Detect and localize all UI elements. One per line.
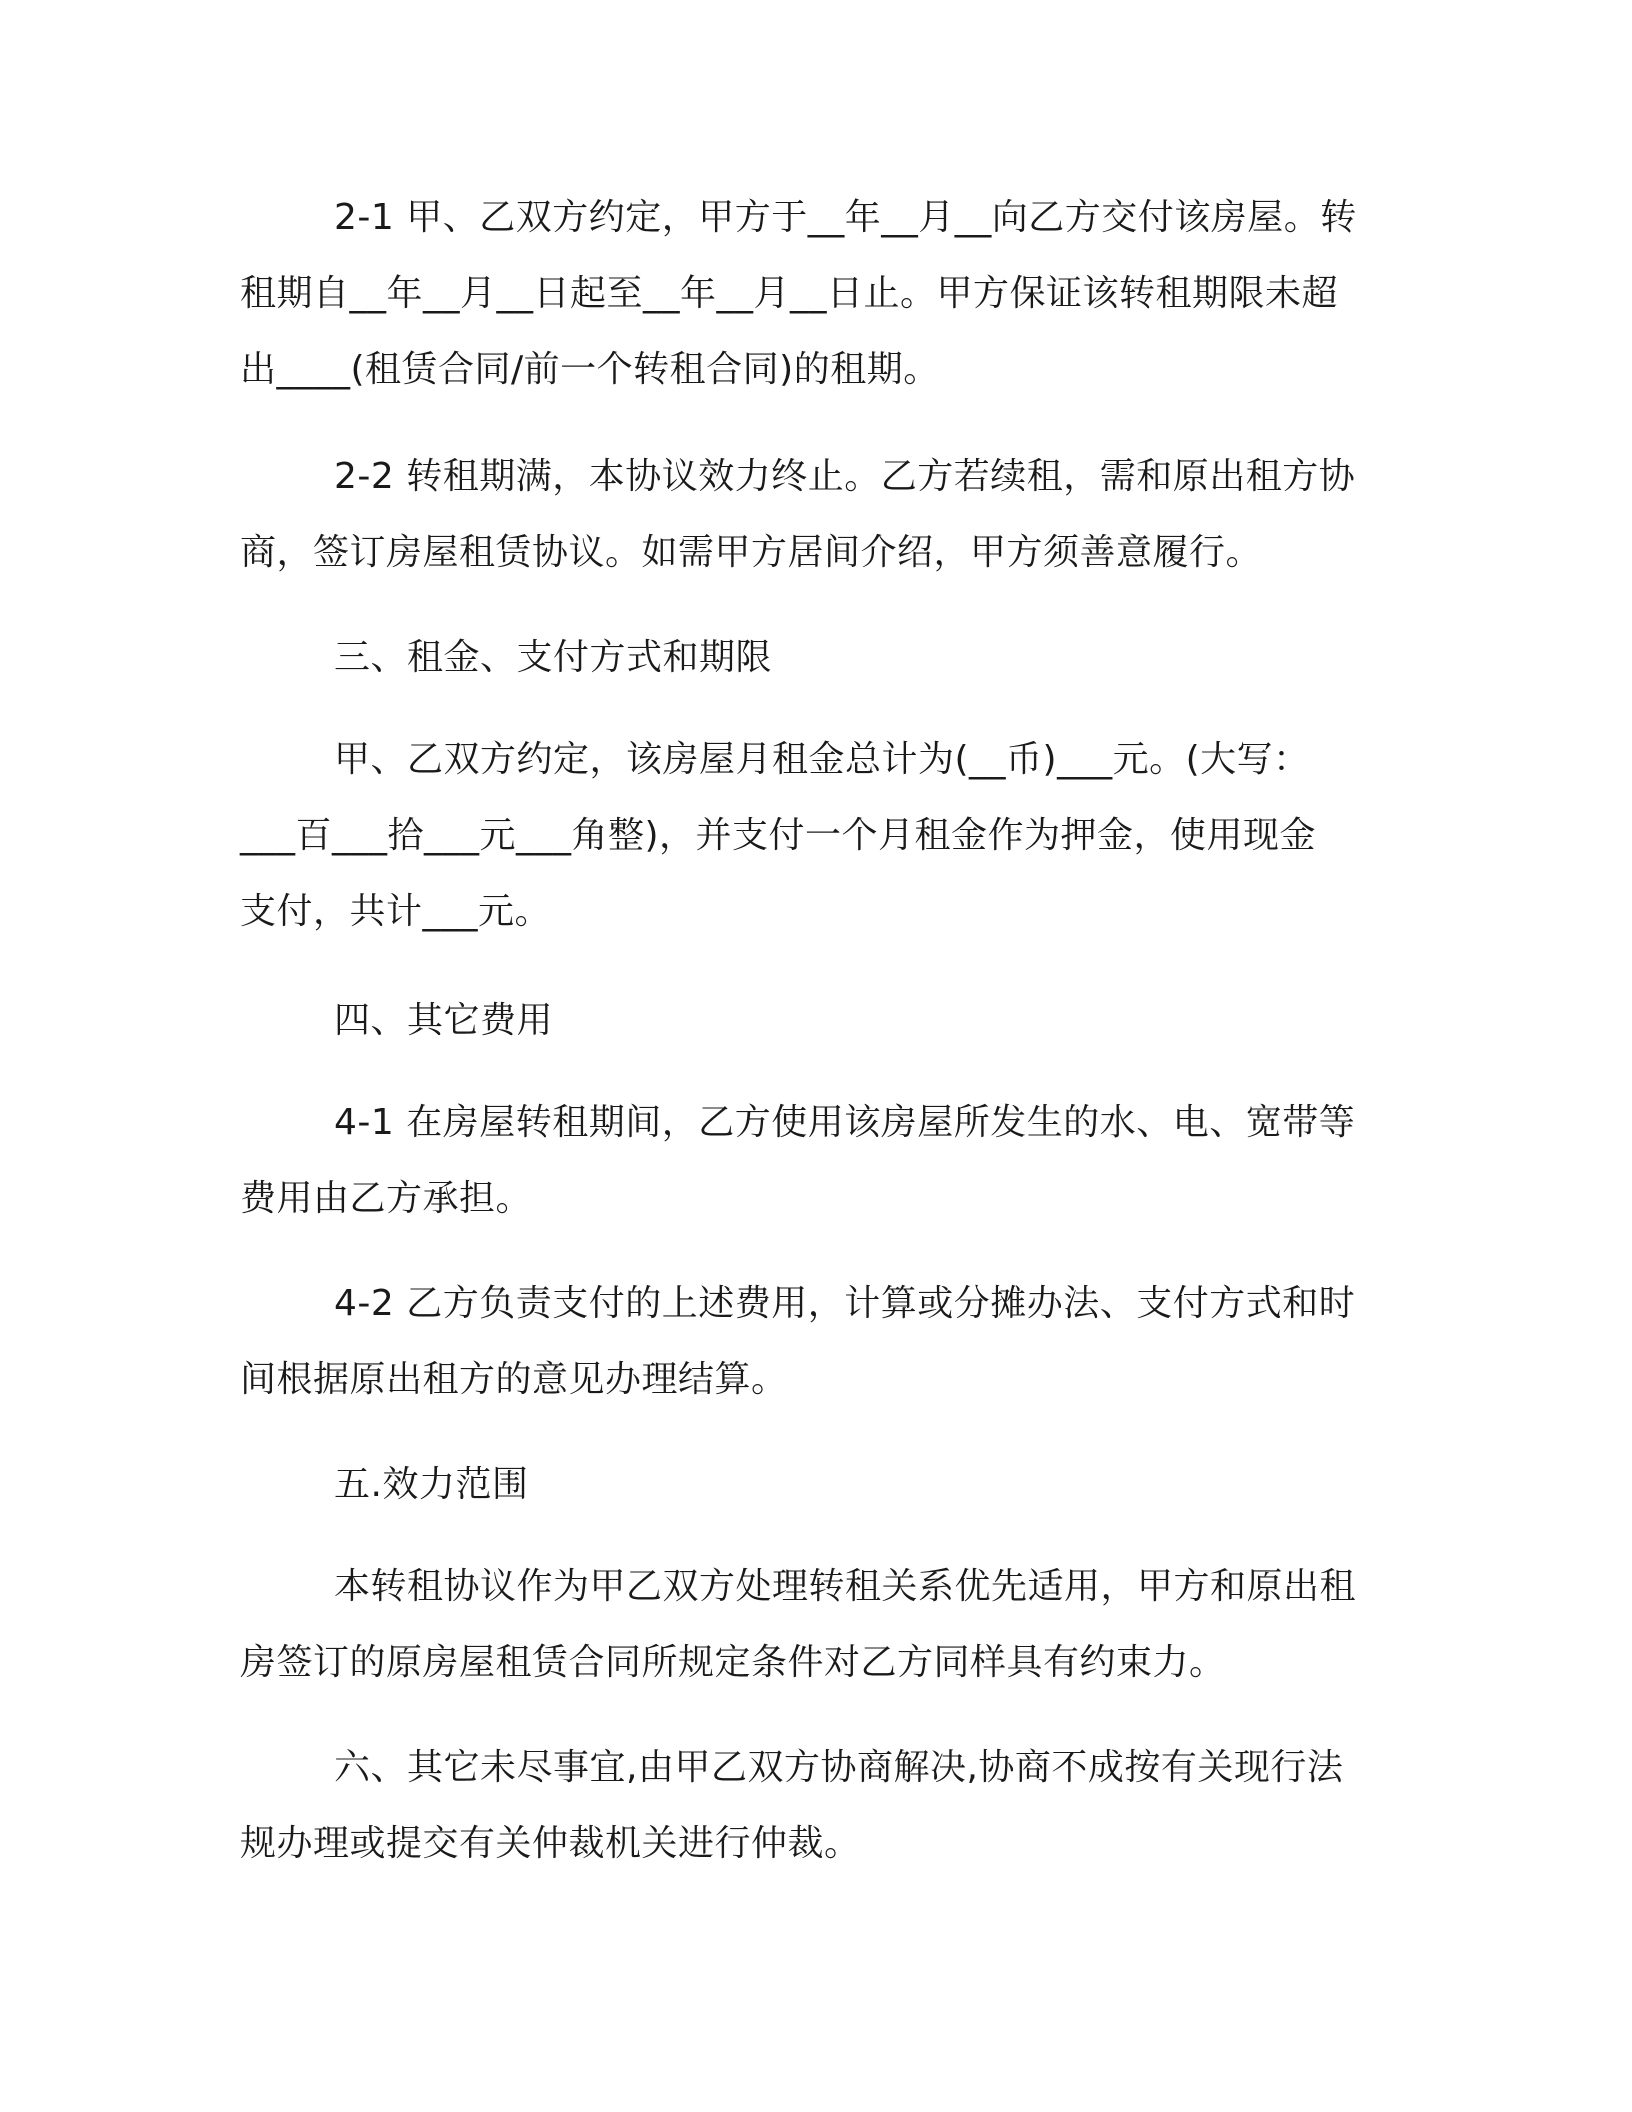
section-3-body-line-1: 甲、乙双方约定，该房屋月租金总计为(__币)___元。(大写：	[334, 739, 1310, 780]
section-6-paragraph	[240, 1730, 1390, 1882]
section-3-heading	[240, 620, 1390, 696]
clause-4-1-paragraph	[240, 1085, 1390, 1237]
section-4-heading	[240, 983, 1390, 1059]
section-5-body-line-1: 本转租协议作为甲乙双方处理转租关系优先适用，甲方和原出租	[334, 1566, 1357, 1607]
clause-2-2-paragraph	[240, 439, 1390, 591]
section-3-heading-text: 三、租金、支付方式和期限	[334, 637, 773, 678]
clause-2-1-paragraph	[240, 180, 1390, 408]
section-5-body-line-2: 房签订的原房屋租赁合同所规定条件对乙方同样具有约束力。	[240, 1642, 1226, 1683]
clause-2-1-line-1: 2-1 甲、乙双方约定，甲方于__年__月__向乙方交付该房屋。转	[334, 197, 1357, 238]
clause-2-1-line-3: 出____(租赁合同/前一个转租合同)的租期。	[240, 349, 940, 390]
section-3-body-paragraph	[240, 722, 1390, 950]
clause-4-2-line-2: 间根据原出租方的意见办理结算。	[240, 1359, 788, 1400]
section-3-body-line-2: ___百___拾___元___角整)，并支付一个月租金作为押金，使用现金	[240, 815, 1317, 856]
section-4-heading-text: 四、其它费用	[334, 1000, 554, 1041]
clause-4-2-paragraph	[240, 1266, 1390, 1418]
clause-2-1-line-2: 租期自__年__月__日起至__年__月__日止。甲方保证该转租期限未超	[240, 273, 1339, 314]
clause-4-1-line-2: 费用由乙方承担。	[240, 1178, 533, 1219]
clause-4-1-line-1: 4-1 在房屋转租期间，乙方使用该房屋所发生的水、电、宽带等	[334, 1102, 1356, 1143]
clause-2-2-line-2: 商，签订房屋租赁协议。如需甲方居间介绍，甲方须善意履行。	[240, 532, 1263, 573]
section-5-body-paragraph	[240, 1549, 1390, 1701]
clause-4-2-line-1: 4-2 乙方负责支付的上述费用，计算或分摊办法、支付方式和时	[334, 1283, 1356, 1324]
section-3-body-line-3: 支付，共计___元。	[240, 891, 552, 932]
section-6-line-2: 规办理或提交有关仲裁机关进行仲裁。	[240, 1823, 861, 1864]
section-5-heading	[240, 1447, 1390, 1523]
clause-2-2-line-1: 2-2 转租期满，本协议效力终止。乙方若续租，需和原出租方协	[334, 456, 1356, 497]
section-5-heading-text: 五.效力范围	[334, 1464, 529, 1505]
section-6-line-1: 六、其它未尽事宜,由甲乙双方协商解决,协商不成按有关现行法	[334, 1747, 1344, 1788]
